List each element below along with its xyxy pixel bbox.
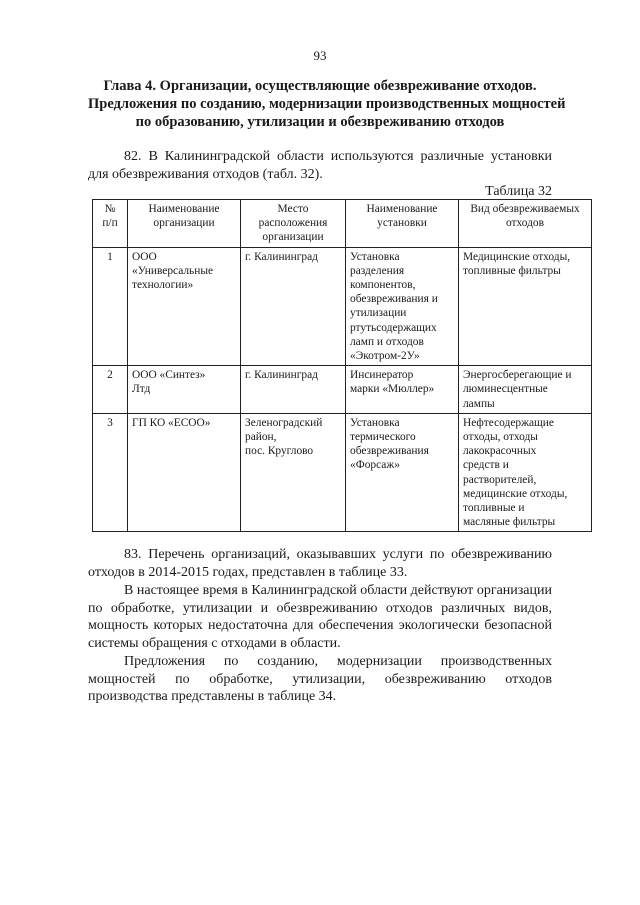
- cell-text-line: растворителей,: [463, 473, 537, 486]
- cell-text-line: марки «Мюллер»: [350, 383, 435, 396]
- cell-text-line: медицинские отходы,: [463, 487, 568, 500]
- header-installation: [346, 200, 459, 248]
- cell-text-line: пос. Круглово: [245, 445, 314, 458]
- cell-text-line: Зеленоградский: [245, 416, 323, 429]
- cell-text-line: лампы: [463, 397, 495, 410]
- cell-text-line: Установка: [350, 250, 400, 263]
- cell-text-line: «Универсальные: [132, 264, 214, 277]
- header-text-line: отходов: [505, 217, 545, 230]
- cell-text-line: обезвреживания и: [350, 293, 438, 306]
- heading-line: Глава 4. Организации, осуществляющие обезвреживание отходов.: [103, 78, 537, 94]
- cell-organization: [128, 366, 241, 414]
- header-text-line: Наименование: [148, 203, 220, 215]
- cell-text-line: ГП КО «ЕСОО»: [132, 416, 211, 429]
- header-text-line: Вид обезвреживаемых: [470, 203, 580, 215]
- cell-text-line: топливные фильтры: [463, 264, 561, 277]
- cell-text-line: 1: [107, 250, 113, 263]
- cell-text-line: г. Калининград: [245, 250, 318, 263]
- cell-text-line: ООО «Синтез»: [132, 369, 206, 382]
- header-organization: [128, 200, 241, 248]
- cell-text-line: ртутьсодержащих: [350, 321, 437, 334]
- cell-text-line: средств и: [463, 459, 509, 472]
- cell-location: [241, 247, 346, 366]
- cell-location: [241, 366, 346, 414]
- table-body: [93, 247, 592, 532]
- table-header-row: [93, 200, 592, 248]
- header-text-line: п/п: [102, 217, 118, 230]
- cell-installation: [346, 366, 459, 414]
- header-text-line: №: [104, 203, 116, 215]
- cell-text-line: Инсинератор: [350, 369, 414, 382]
- heading-line: Предложения по созданию, модернизации производственных мощностей: [88, 96, 566, 112]
- cell-installation: [346, 413, 459, 532]
- cell-text-line: «Форсаж»: [350, 459, 400, 472]
- header-location: [241, 200, 346, 248]
- paragraph-current-state: В настоящее время в Калининградской области действуют организации по обработке, утилизации и обезвреживанию отходов различных видов, мощность которых недостаточна для обеспечения экологически безопасной системы обращения с отходами в области.: [88, 583, 552, 651]
- header-waste-type: [459, 200, 592, 248]
- paragraph-82: 82. В Калининградской области используются различные установки для обезвреживания отходов (табл. 32).: [88, 149, 552, 182]
- cell-organization: [128, 247, 241, 366]
- cell-text-line: ламп и отходов: [350, 335, 424, 348]
- cell-organization: [128, 413, 241, 532]
- cell-text-line: обезвреживания: [350, 445, 429, 458]
- cell-waste-type: [459, 247, 592, 366]
- cell-text-line: технологии»: [132, 279, 194, 292]
- header-text-line: организации: [153, 217, 215, 230]
- paragraph-83: 83. Перечень организаций, оказывавших услуги по обезвреживанию отходов в 2014-2015 годах, представлен в таблице 33.: [88, 547, 552, 580]
- cell-text-line: Медицинские отходы,: [463, 250, 571, 263]
- cell-location: [241, 413, 346, 532]
- cell-text-line: «Экотром-2У»: [350, 350, 420, 363]
- heading-line: по образованию, утилизации и обезвреживанию отходов: [135, 114, 505, 130]
- paragraph-proposals: Предложения по созданию, модернизации производственных мощностей по обработке, утилизации, обезвреживанию отходов производства представлены в таблице 34.: [88, 654, 552, 704]
- cell-text-line: разделения: [350, 264, 405, 277]
- table-row: [93, 247, 592, 366]
- cell-text-line: лакокрасочных: [463, 445, 537, 458]
- cell-text-line: ООО: [132, 250, 157, 263]
- cell-text-line: утилизации: [350, 307, 407, 320]
- cell-text-line: термического: [350, 431, 416, 444]
- waste-installations-table: [92, 199, 592, 532]
- cell-number: [93, 247, 128, 366]
- cell-text-line: компонентов,: [350, 279, 416, 292]
- cell-waste-type: [459, 413, 592, 532]
- cell-waste-type: [459, 366, 592, 414]
- cell-text-line: Нефтесодержащие: [463, 416, 554, 429]
- cell-text-line: отходы, отходы: [463, 431, 538, 444]
- cell-text-line: масляные фильтры: [463, 516, 556, 529]
- cell-number: [93, 413, 128, 532]
- page-number: 93: [313, 48, 327, 63]
- cell-text-line: Энергосберегающие и: [463, 369, 572, 382]
- header-text-line: Наименование: [366, 203, 438, 215]
- cell-number: [93, 366, 128, 414]
- table-row: [93, 366, 592, 414]
- header-text-line: Место: [277, 203, 309, 215]
- cell-text-line: люминесцентные: [463, 383, 548, 396]
- header-text-line: расположения: [258, 217, 328, 230]
- cell-text-line: район,: [245, 431, 277, 444]
- header-number: [93, 200, 128, 248]
- cell-text-line: топливные и: [463, 502, 525, 515]
- cell-text-line: г. Калининград: [245, 369, 318, 382]
- header-text-line: организации: [262, 231, 324, 244]
- cell-text-line: 2: [107, 369, 113, 382]
- table-caption: Таблица 32: [485, 184, 552, 199]
- cell-text-line: 3: [107, 416, 113, 429]
- table-row: [93, 413, 592, 532]
- cell-installation: [346, 247, 459, 366]
- chapter-heading: [88, 77, 566, 131]
- cell-text-line: Установка: [350, 416, 400, 429]
- cell-text-line: Лтд: [132, 383, 151, 396]
- header-text-line: установки: [377, 217, 427, 230]
